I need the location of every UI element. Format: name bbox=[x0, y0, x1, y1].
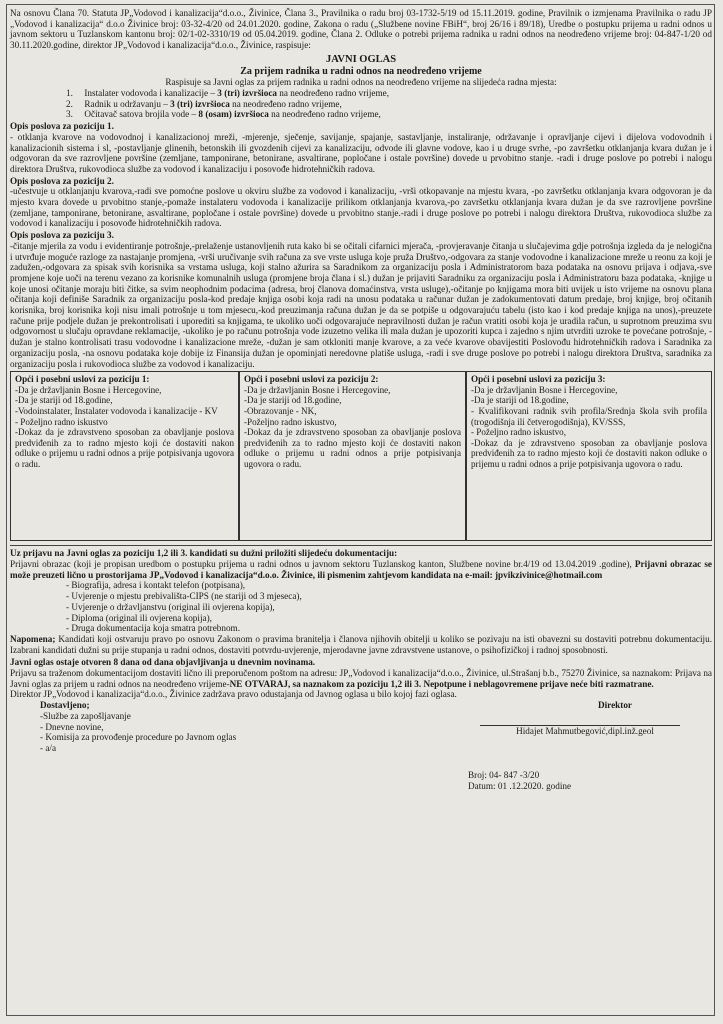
application-section bbox=[10, 545, 712, 634]
duties-heading-1: Opis poslova za poziciju 1. bbox=[10, 121, 114, 132]
document-content bbox=[10, 8, 712, 810]
delivered-block: Dostavljeno; -Službe za zapošljavanje - Dnevne novine, - Komisija za provođenje procedure po Javnom oglas - a/a bbox=[40, 700, 237, 753]
duties-text-1: - otklanja kvarove na vodovodnoj i kanalizacionoj mreži, -mjerenje, sječenje, savijanje, spajanje, sastavljanje, instaliranje, održavanje i opravljanje cijevi i dijelova vodovodnih i kanalizacionih sistema i sl, -postavljanje glinenih, betonskih ili gvozdenih cijevi za kanalizaciju, odvode ili glavne vodove, kao i u druge svrhe, -po završetku otklanjanja kvara dužan je i odgovoran da sve razrovljene površine (zemljane, tamponirane, betonirane, asvaltirane, popločane i ostale površine) dovede u prvobitno stanje. -radi i druge poslove po potrebi i nalogu direktora Društva, rukovodioca službe za vodovod i kanalizaciju i posovođe hidrotehničkih radova. bbox=[10, 131, 712, 174]
conditions-box-1: Opći i posebni uslovi za poziciju 1: -Da je državljanin Bosne i Hercegovine, -Da je stariji od 18.godine, -Vodoinstalater, Instalater vodovoda i kanalizacije - KV - Poželjno radno iskustvo -Dokaz da je zdravstveno sposoban za obavljanje poslova predviđenih za to radno mjesto koji će dostaviti nakon odluke o prijemu u radni odnos a prije potpisivanja ugovora o radu. bbox=[10, 371, 239, 541]
note-paragraph: Napomena; Kandidati koji ostvaruju pravo po osnovu Zakonom o pravima branitelja i članova njihovih obitelji u koliko se pozivaju na isti obavezni su dostaviti potrebnu dokumentaciju. Izabrani kandidati dužni su prije stupanja u radni odnos, dostaviti potvrdu-uvjerenje, mjerodavne javne zdravstvene ustanove, o psihofizičkoj i radnoj sposobnosti. bbox=[10, 633, 712, 655]
intro-paragraph: Na osnovu Člana 70. Statuta JP„Vodovod i kanalizacija“d.o.o., Živinice, Člana 3., Pravilnika o radu broj 03-1732-5/19 od 15.11.2019. godine, Pravilnik o izmjenama Pravilnika o radu JP „Vodovod i kanalizacija“ d.o.o Živinice broj: 03-32-4/20 od 24.01.2020. godine, Zakona o radu („Službene novine FBiH“, broj 26/16 i 89/18), Uredbe o postupku prijema u radni odnos u javnom sektoru u Tuzlanskom kantonu broj: 02/1-02-3310/19 od 05.04.2019. godine, Člana 2. Odluke o potrebi prijema radnika u radni odnos na neodređeno vrijeme broj: 04-847-1/20 od 30.11.2020.godine, direktor JP„Vodovod i kanalizacija“d.o.o., Živinice, raspisuje: bbox=[10, 8, 712, 51]
signature-name: Hidajet Mahmutbegović,dipl.inž.geol bbox=[516, 725, 654, 736]
conditions-box-3: Opći i posebni uslovi za poziciju 3: -Da je državljanin Bosne i Hercegovine, -Da je stariji od 18.godine, - Kvalifikovani radnik svih profila/Srednja škola svih profila (trogodišnja ili četverogodišnja), KV/SSS, - Poželjno radno iskustvo, -Dokaz da je zdravstveno sposoban za obavljanje poslova predviđenih za to radno mjesto koji će dostaviti nakon odluke o prijemu u radni odnos a prije potpisivanja ugovora o radu. bbox=[466, 371, 712, 541]
position-item: 1. Instalater vodovoda i kanalizacije – 3 (tri) izvršioca na neodređeno radno vrijeme, bbox=[66, 88, 389, 99]
conditions-heading: Opći i posebni uslovi za poziciju 2: bbox=[244, 374, 379, 385]
reference-date: Datum: 01 .12.2020. godine bbox=[468, 780, 572, 791]
list-item: - Biografija, adresa i kontakt telefon (potpisana), bbox=[76, 580, 712, 591]
positions-intro: Raspisuje sa Javni oglas za prijem radnika u radni odnos na neodređeno vrijeme na slijedeća radna mjesta: bbox=[165, 77, 557, 88]
reserve-text: Direktor JP„Vodovod i kanalizacija“d.o.o., Živinice zadržava pravo odustajanja od Javnog oglasa u bilo kojoj fazi oglasa. bbox=[10, 689, 457, 700]
positions-list bbox=[10, 88, 712, 120]
document-title: JAVNI OGLAS bbox=[325, 53, 397, 65]
duties-text-3: -čitanje mjerila za vodu i evidentiranje potrošnje,-prelaženje ustanovljenih ruta kako bi se očitali cifarnici mjerača, -provjeravanje čitanja u slučajevima gdje potrošnja izgleda da je nelogična i utvrđuje moguće razloge za nastajanje promjena, -vrši uručivanje svih računa za sve vrste usluga koje pruža Društvo,-odgovara za stanje vodovodne i kanalizacione mreže u reonu za koji je zadužen,-odgovara za spisak svih korisnika sa vrstama usluga, koji stalno ažurira sa Saradnikom za organizaciju posla i Administratorom baza podataka na osnovu prijava i odjava,-sve promjene koje uoči na terenu vezano za korisnike komunalnih usluga (promjene broja člana i sl.) dužan je prijaviti Saradniku za organizaciju posla i Administratoru baza podataka, -knjige u koje unosi očitanje moraju biti čitke, sa svim neophodnim podacima (adresa, broj članova domaćinstva, vrsta usluge),-očitanje po knjigama mora biti uvijek u isto vrijeme na osnovu plana očitanja koji definiše Saradnik za organizaciju posla-kod predaje knjiga osobi koja radi na unosu podataka u računar dužan je zadokumentovati datum predaje, broj knjige, broj očitanih korisnika, broj korisnika koji nisu imali potrošnje u tom mjesecu,-kod preuzimanja računa dužan je da se potpiše u odgovarajuću tabelu (isto kao i kod predaje knjiga na unos),-preuzete račune prije podjele dužan je prekontrolisati i uporediti sa knjigama, te ukoliko uoči odgovarajuće nepravilnosti dužan je račun vratiti osobi koja je uradila račun, u suprotnom preuzima svu odgovornost u slučaju opravdane reklamacije, -ukoliko je po računu potrošnja vode izuzetno velika ili mala dužan je upozoriti kupca i zajedno s njim utvrditi uzroke te povećane potrošnje, -dužan je stalno kontrolisati trasu vodovodne i kanalizacione mreže, -dužan je sam otkloniti manje kvarove, a za veće kvarove obavijestiti Poslovođu hidrotehničkih radova i Saradnika za organizaciju posla, -na osnovu podataka koje dobije iz Finansija dužan je opominjati neredovne platiše usluga, -radi i sve druge poslove po potrebi i nalogu direktora Društva, saradnika za organizaciju posla i rukovodioca službe za vodovod i kanalizaciju. bbox=[10, 240, 712, 369]
list-item: - Druga dokumentacija koja smatra potrebnom. bbox=[76, 623, 712, 634]
application-heading: Uz prijavu na Javni oglas za poziciju 1,2 ili 3. kandidati su dužni priložiti slijedeću dokumentaciju: bbox=[10, 548, 398, 559]
position-item: 3. Očitavač satova brojila vode – 8 (osam) izvršioca na neodređeno radno vrijeme, bbox=[66, 109, 381, 120]
duties-heading-3: Opis poslova za poziciju 3. bbox=[10, 230, 114, 241]
footer bbox=[10, 700, 712, 810]
conditions-heading: Opći i posebni uslovi za poziciju 3: bbox=[471, 374, 606, 385]
application-text: Prijavni obrazac (koji je propisan uredbom o postupku prijema u radni odnos u javnom sektoru Tuzlanskog kanton, Službene novine br.4/19 od 13.04.2019 .godine), Prijavni obrazac se može preuzeti lično u prostorijama JP„Vodovod i kanalizacija“d.o.o. Živinice, ili pismenim zahtjevom kandidata na e-mail: jpvikzivinice@hotmail.com bbox=[10, 559, 712, 580]
signature-block bbox=[480, 700, 690, 736]
conditions-box-2: Opći i posebni uslovi za poziciju 2: -Da je državljanin Bosne i Hercegovine, -Da je stariji od 18.godine, -Obrazovanje - NK, -Poželjno radno iskustvo, -Dokaz da je zdravstveno sposoban za obavljanje poslova predviđenih za to radno mjesto koji će dostaviti nakon odluke o prijemu u radni odnos a prije potpisivanja ugovora o radu. bbox=[239, 371, 466, 541]
duties-text-2: -učestvuje u otklanjanju kvarova,-radi sve pomoćne poslove u okviru službe za vodovod i kanalizaciju, -vrši otkopavanje na mjestu kvara, -po završetku otklanjanja kvara odgovoran je da mjesto kvara dovede u prvobitno stanje,-pomaže instalateru vodovoda i kanalizacije prilikom otklanjanja kvarova,-po završetku otklanjanja kvara dužan je da sve razrovljene površine (zemljane, tamponirane, betonirane, asvaltirane, popločane i ostale površine) dovede u prvobitno stanje.-radi i druge poslove po potrebi i nalogu direktora Društva, rukovodioca službe za vodovod i kanalizaciju i posovođe hidrotehničkih radova. bbox=[10, 186, 712, 229]
position-item: 2. Radnik u održavanju – 3 (tri) izvršioca na neodređeno radno vrijeme, bbox=[66, 98, 342, 109]
duties-heading-2: Opis poslova za poziciju 2. bbox=[10, 175, 114, 186]
signature-role: Direktor bbox=[597, 700, 633, 711]
documents-list bbox=[10, 580, 712, 634]
submission-text: Prijavu sa traženom dokumentacijom dostaviti lično ili preporučenom poštom na adresu: JP„Vodovod i kanalizacija“d.o.o., Živinice, ul.Strašanj b.b., 75270 Živinice, sa naznakom: Prijava na Javni oglas za prijem u radni odnos na neodređeno vrijeme-NE OTVARAJ, sa naznakom za poziciju 1,2 ili 3. Nepotpune i neblagovremene prijave neće biti razmatrane. bbox=[10, 668, 712, 689]
conditions-heading: Opći i posebni uslovi za poziciju 1: bbox=[15, 374, 150, 385]
conditions-table bbox=[10, 371, 712, 543]
list-item: - Uvjerenje o mjestu prebivališta-CIPS (ne stariji od 3 mjeseca), bbox=[76, 591, 712, 602]
reference-number: Broj: 04- 847 -3/20 bbox=[468, 770, 540, 781]
list-item: - Diploma (original ili ovjerena kopija), bbox=[76, 613, 712, 624]
document-subtitle: Za prijem radnika u radni odnos na neodređeno vrijeme bbox=[240, 65, 482, 77]
open-heading: Javni oglas ostaje otvoren 8 dana od dana objavljivanja u dnevnim novinama. bbox=[10, 657, 316, 668]
reference-block bbox=[468, 770, 668, 791]
list-item: - Uvjerenje o državljanstvu (original ili ovjerena kopija), bbox=[76, 602, 712, 613]
signature-line bbox=[480, 711, 680, 726]
